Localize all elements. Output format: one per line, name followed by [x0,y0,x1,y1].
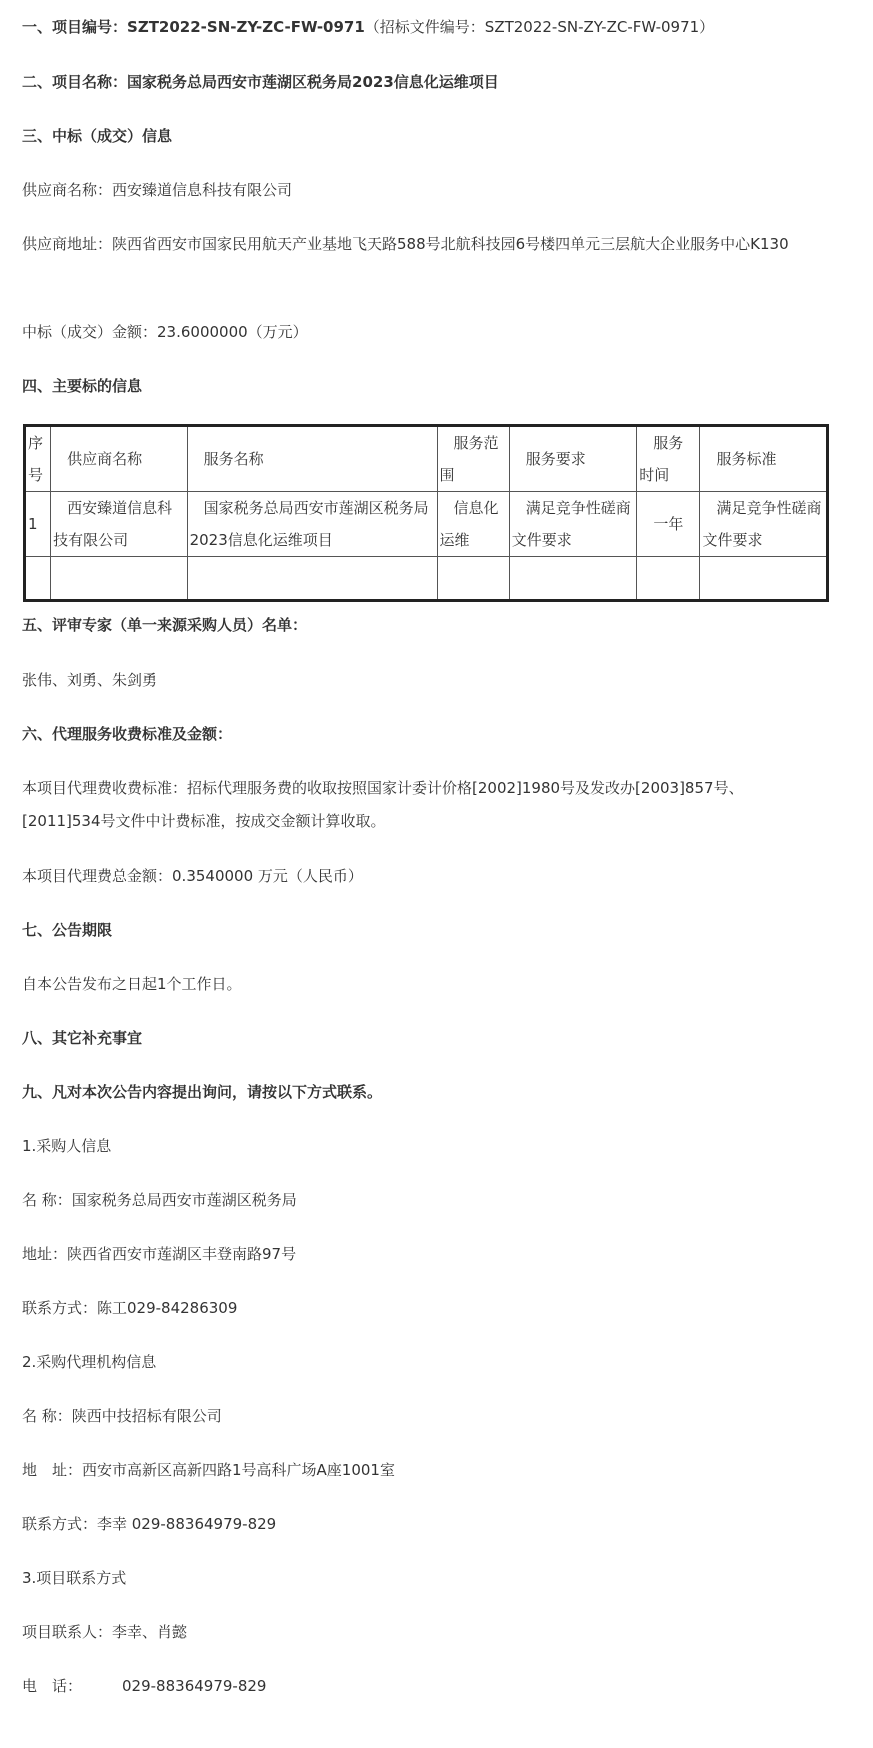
award-info-text: 三、中标（成交）信息 [22,127,173,145]
fee-total: 本项目代理费总金额：0.3540000 万元（人民币） [22,867,363,885]
cell-supplier: 西安臻道信息科技有限公司 [51,492,188,557]
announcement-period-heading [22,920,112,940]
header-cell-service-name: 服务名称 [187,426,437,492]
empty-cell [187,557,437,601]
cell-index: 1 [25,492,51,557]
header-cell-supplier: 供应商名称 [51,426,188,492]
empty-cell [51,557,188,601]
empty-cell [25,557,51,601]
project-number-value: SZT2022-SN-ZY-ZC-FW-0971 [127,18,365,36]
project-contact-phone [22,1676,266,1696]
experts-heading [22,615,307,635]
cell-scope: 信息化运维 [437,492,509,557]
subject-table [23,424,829,602]
header-cell-scope: 服务范围 [437,426,509,492]
supplier-name: 供应商名称：西安臻道信息科技有限公司 [22,181,293,199]
cell-time: 一年 [637,492,700,557]
experts-list: 张伟、刘勇、朱剑勇 [22,671,158,689]
empty-cell [509,557,636,601]
main-subject-text: 四、主要标的信息 [22,377,143,395]
agent-name: 名 称：陕西中技招标有限公司 [22,1407,222,1425]
cell-requirement: 满足竞争性磋商文件要求 [509,492,636,557]
fee-heading [22,724,232,744]
project-number [22,17,714,37]
project-contact-title: 3.项目联系方式 [22,1569,127,1587]
project-number-label: 一、项目编号： [22,18,128,36]
buyer-info-title: 1.采购人信息 [22,1137,112,1155]
empty-cell [700,557,828,601]
phone-label: 电 话： [22,1677,83,1695]
announcement-period-text: 七、公告期限 [22,921,113,939]
cell-service-name: 国家税务总局西安市莲湖区税务局2023信息化运维项目 [187,492,437,557]
project-name-heading [22,72,499,92]
supplementary-heading [22,1028,142,1048]
fee-heading-text: 六、代理服务收费标准及金额： [22,725,233,743]
project-contact-person: 项目联系人：李幸、肖懿 [22,1623,188,1641]
buyer-contact: 联系方式：陈工029-84286309 [22,1299,238,1317]
announcement-period: 自本公告发布之日起1个工作日。 [22,975,242,993]
project-name-text: 二、项目名称：国家税务总局西安市莲湖区税务局2023信息化运维项目 [22,73,499,91]
buyer-name: 名 称：国家税务总局西安市莲湖区税务局 [22,1191,297,1209]
header-cell-requirement: 服务要求 [509,426,636,492]
award-amount: 中标（成交）金额：23.6000000（万元） [22,323,308,341]
supplementary-text: 八、其它补充事宜 [22,1029,143,1047]
award-info-heading [22,126,172,146]
empty-cell [637,557,700,601]
header-cell-standard: 服务标准 [700,426,828,492]
agent-address: 地 址：西安市高新区高新四路1号高科广场A座1001室 [22,1461,395,1479]
agent-info-title: 2.采购代理机构信息 [22,1353,157,1371]
contact-heading-text: 九、凡对本次公告内容提出询问，请按以下方式联系。 [22,1083,383,1101]
table-header-row [25,426,828,492]
header-cell-time: 服务时间 [637,426,700,492]
table-row [25,492,828,557]
fee-standard: 本项目代理费收费标准：招标代理服务费的收取按照国家计委计价格[2002]1980号及发改办[2003]857号、[2011]534号文件中计费标准，按成交金额计算收取。 [22,779,744,830]
experts-heading-text: 五、评审专家（单一来源采购人员）名单： [22,616,308,634]
table-empty-row [25,557,828,601]
phone-value: 029-88364979-829 [122,1677,267,1695]
header-cell-index: 序号 [25,426,51,492]
cell-standard: 满足竞争性磋商文件要求 [700,492,828,557]
supplier-address: 供应商地址：陕西省西安市国家民用航天产业基地飞天路588号北航科技园6号楼四单元三层航大企业服务中心K130 [22,235,789,253]
contact-heading [22,1082,382,1102]
agent-contact: 联系方式：李幸 029-88364979-829 [22,1515,277,1533]
buyer-address: 地址：陕西省西安市莲湖区丰登南路97号 [22,1245,297,1263]
tender-doc-number: （招标文件编号：SZT2022-SN-ZY-ZC-FW-0971） [364,18,715,36]
empty-cell [437,557,509,601]
main-subject-heading [22,376,142,396]
